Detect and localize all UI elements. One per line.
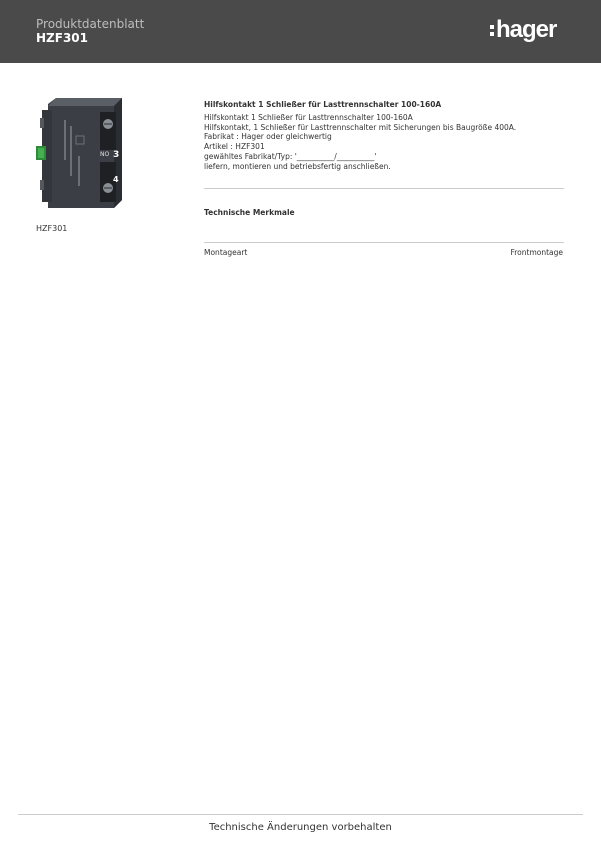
terminal-bottom-label: 4	[113, 175, 119, 184]
hager-logo	[490, 17, 556, 43]
document-type: Produktdatenblatt	[36, 17, 145, 31]
product-image-caption: HZF301	[36, 224, 68, 233]
feature-table-divider	[204, 242, 564, 243]
footer-disclaimer: Technische Änderungen vorbehalten	[209, 822, 392, 833]
description-line: gewähltes Fabrikat/Typ: '__________/__________'	[204, 151, 377, 161]
logo-dots-icon	[490, 22, 494, 38]
footer-divider	[18, 814, 583, 815]
description-line: liefern, montieren und betriebsfertig anschließen.	[204, 161, 391, 171]
logo-text: hager	[496, 16, 557, 43]
contact-type-label: NO	[100, 151, 110, 158]
description-line: Fabrikat : Hager oder gleichwertig	[204, 132, 332, 142]
section-divider	[204, 188, 564, 189]
description-line: Artikel : HZF301	[204, 142, 265, 152]
feature-value-montageart: Frontmontage	[510, 248, 563, 257]
header-bar	[0, 0, 601, 63]
product-description	[204, 113, 516, 171]
description-line: Hilfskontakt 1 Schließer für Lasttrennschalter 100-160A	[204, 113, 413, 122]
product-image	[34, 96, 129, 220]
technical-features-heading: Technische Merkmale	[204, 208, 295, 217]
feature-label-montageart: Montageart	[204, 248, 248, 257]
product-title: Hilfskontakt 1 Schließer für Lasttrennschalter 100-160A	[204, 100, 442, 109]
product-code-heading: HZF301	[36, 31, 88, 45]
description-line: Hilfskontakt, 1 Schließer für Lasttrennschalter mit Sicherungen bis Baugröße 400A.	[204, 122, 517, 132]
terminal-top-label: 3	[113, 150, 120, 160]
